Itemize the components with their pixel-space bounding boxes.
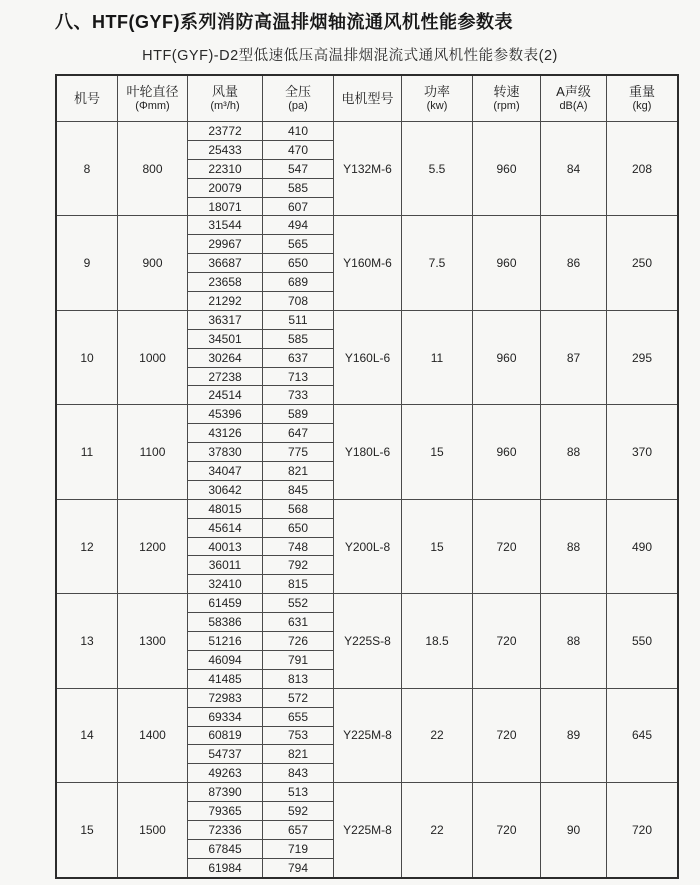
cell-total-pressure: 513 [263, 783, 334, 802]
cell-total-pressure: 494 [263, 216, 334, 235]
header-label: 功率 [423, 84, 450, 99]
cell-power: 18.5 [402, 594, 473, 688]
cell-machine-no: 14 [56, 688, 118, 782]
cell-total-pressure: 655 [263, 707, 334, 726]
header-unit: (kg) [632, 100, 652, 112]
cell-air-flow: 37830 [188, 443, 263, 462]
cell-air-flow: 58386 [188, 613, 263, 632]
cell-total-pressure: 585 [263, 329, 334, 348]
table-row [56, 216, 678, 235]
cell-impeller-diameter: 1200 [118, 499, 188, 593]
cell-motor-model: Y132M-6 [334, 122, 402, 216]
cell-speed: 720 [473, 594, 541, 688]
cell-total-pressure: 565 [263, 235, 334, 254]
cell-air-flow: 21292 [188, 292, 263, 311]
header-label: A声级 [556, 84, 591, 99]
cell-air-flow: 32410 [188, 575, 263, 594]
cell-total-pressure: 815 [263, 575, 334, 594]
cell-air-flow: 30264 [188, 348, 263, 367]
cell-power: 7.5 [402, 216, 473, 310]
cell-noise-level: 88 [541, 405, 607, 499]
cell-air-flow: 61984 [188, 858, 263, 877]
cell-noise-level: 88 [541, 594, 607, 688]
cell-motor-model: Y225S-8 [334, 594, 402, 688]
cell-total-pressure: 792 [263, 556, 334, 575]
cell-power: 11 [402, 310, 473, 404]
cell-impeller-diameter: 1400 [118, 688, 188, 782]
cell-total-pressure: 589 [263, 405, 334, 424]
cell-air-flow: 23772 [188, 122, 263, 141]
cell-air-flow: 34047 [188, 462, 263, 481]
header-label: 机号 [73, 91, 100, 106]
col-header-motor-model [334, 75, 402, 122]
header-label: 风量 [211, 84, 238, 99]
cell-machine-no: 12 [56, 499, 118, 593]
cell-air-flow: 72983 [188, 688, 263, 707]
header-label: 重量 [628, 84, 655, 99]
cell-impeller-diameter: 1300 [118, 594, 188, 688]
cell-air-flow: 48015 [188, 499, 263, 518]
cell-total-pressure: 719 [263, 839, 334, 858]
cell-noise-level: 84 [541, 122, 607, 216]
header-label: 电机型号 [341, 91, 394, 106]
cell-total-pressure: 657 [263, 820, 334, 839]
cell-total-pressure: 813 [263, 669, 334, 688]
cell-total-pressure: 470 [263, 140, 334, 159]
col-header-machine-no [56, 75, 118, 122]
table-row [56, 499, 678, 518]
page-title: 八、HTF(GYF)系列消防高温排烟轴流通风机性能参数表 [55, 12, 513, 32]
cell-total-pressure: 791 [263, 650, 334, 669]
cell-total-pressure: 592 [263, 802, 334, 821]
cell-air-flow: 27238 [188, 367, 263, 386]
cell-speed: 960 [473, 122, 541, 216]
cell-air-flow: 69334 [188, 707, 263, 726]
cell-air-flow: 36687 [188, 254, 263, 273]
cell-air-flow: 46094 [188, 650, 263, 669]
cell-air-flow: 36317 [188, 310, 263, 329]
cell-machine-no: 8 [56, 122, 118, 216]
cell-speed: 720 [473, 783, 541, 878]
cell-total-pressure: 845 [263, 480, 334, 499]
cell-air-flow: 30642 [188, 480, 263, 499]
cell-air-flow: 41485 [188, 669, 263, 688]
cell-air-flow: 61459 [188, 594, 263, 613]
cell-total-pressure: 572 [263, 688, 334, 707]
table-row [56, 594, 678, 613]
table-row [56, 310, 678, 329]
header-label: 全压 [284, 84, 311, 99]
cell-speed: 720 [473, 499, 541, 593]
cell-motor-model: Y180L-6 [334, 405, 402, 499]
cell-air-flow: 24514 [188, 386, 263, 405]
cell-speed: 960 [473, 216, 541, 310]
cell-air-flow: 43126 [188, 424, 263, 443]
table-header [56, 75, 678, 122]
cell-total-pressure: 689 [263, 273, 334, 292]
cell-motor-model: Y160M-6 [334, 216, 402, 310]
cell-weight: 250 [607, 216, 679, 310]
header-unit: dB(A) [559, 100, 588, 112]
header-label: 转速 [493, 84, 520, 99]
cell-machine-no: 10 [56, 310, 118, 404]
cell-air-flow: 29967 [188, 235, 263, 254]
cell-total-pressure: 821 [263, 745, 334, 764]
header-unit: (kw) [426, 100, 448, 112]
cell-impeller-diameter: 900 [118, 216, 188, 310]
cell-total-pressure: 753 [263, 726, 334, 745]
table-row [56, 688, 678, 707]
cell-air-flow: 54737 [188, 745, 263, 764]
col-header-impeller-diameter [118, 75, 188, 122]
cell-impeller-diameter: 1500 [118, 783, 188, 878]
cell-total-pressure: 552 [263, 594, 334, 613]
cell-machine-no: 9 [56, 216, 118, 310]
cell-air-flow: 23658 [188, 273, 263, 292]
cell-power: 5.5 [402, 122, 473, 216]
cell-weight: 295 [607, 310, 679, 404]
cell-noise-level: 88 [541, 499, 607, 593]
cell-total-pressure: 843 [263, 764, 334, 783]
cell-machine-no: 13 [56, 594, 118, 688]
cell-total-pressure: 631 [263, 613, 334, 632]
cell-total-pressure: 794 [263, 858, 334, 877]
cell-noise-level: 86 [541, 216, 607, 310]
cell-impeller-diameter: 1000 [118, 310, 188, 404]
cell-total-pressure: 708 [263, 292, 334, 311]
table-row [56, 122, 678, 141]
cell-weight: 550 [607, 594, 679, 688]
cell-motor-model: Y160L-6 [334, 310, 402, 404]
cell-total-pressure: 775 [263, 443, 334, 462]
cell-air-flow: 45396 [188, 405, 263, 424]
table-row [56, 783, 678, 802]
cell-power: 15 [402, 405, 473, 499]
cell-air-flow: 60819 [188, 726, 263, 745]
col-header-power [402, 75, 473, 122]
cell-air-flow: 79365 [188, 802, 263, 821]
cell-air-flow: 22310 [188, 159, 263, 178]
header-label: 叶轮直径 [126, 84, 179, 99]
cell-motor-model: Y225M-8 [334, 783, 402, 878]
cell-impeller-diameter: 1100 [118, 405, 188, 499]
header-unit: (m³/h) [210, 100, 240, 112]
cell-total-pressure: 650 [263, 254, 334, 273]
col-header-speed [473, 75, 541, 122]
header-unit: (Φmm) [135, 100, 170, 112]
cell-total-pressure: 410 [263, 122, 334, 141]
cell-total-pressure: 650 [263, 518, 334, 537]
cell-speed: 960 [473, 310, 541, 404]
document-page [0, 10, 700, 879]
cell-total-pressure: 748 [263, 537, 334, 556]
cell-air-flow: 36011 [188, 556, 263, 575]
cell-air-flow: 18071 [188, 197, 263, 216]
cell-total-pressure: 637 [263, 348, 334, 367]
cell-noise-level: 90 [541, 783, 607, 878]
cell-total-pressure: 511 [263, 310, 334, 329]
cell-weight: 645 [607, 688, 679, 782]
cell-air-flow: 34501 [188, 329, 263, 348]
cell-power: 15 [402, 499, 473, 593]
header-unit: (pa) [288, 100, 308, 112]
cell-noise-level: 89 [541, 688, 607, 782]
cell-motor-model: Y200L-8 [334, 499, 402, 593]
cell-speed: 720 [473, 688, 541, 782]
cell-air-flow: 87390 [188, 783, 263, 802]
cell-weight: 370 [607, 405, 679, 499]
cell-air-flow: 51216 [188, 632, 263, 651]
col-header-total-pressure [263, 75, 334, 122]
cell-total-pressure: 713 [263, 367, 334, 386]
cell-air-flow: 25433 [188, 140, 263, 159]
col-header-air-flow [188, 75, 263, 122]
cell-speed: 960 [473, 405, 541, 499]
cell-total-pressure: 733 [263, 386, 334, 405]
cell-total-pressure: 821 [263, 462, 334, 481]
cell-total-pressure: 607 [263, 197, 334, 216]
cell-motor-model: Y225M-8 [334, 688, 402, 782]
cell-noise-level: 87 [541, 310, 607, 404]
cell-total-pressure: 647 [263, 424, 334, 443]
cell-impeller-diameter: 800 [118, 122, 188, 216]
cell-air-flow: 72336 [188, 820, 263, 839]
cell-total-pressure: 568 [263, 499, 334, 518]
cell-machine-no: 15 [56, 783, 118, 878]
col-header-weight [607, 75, 679, 122]
cell-weight: 720 [607, 783, 679, 878]
cell-total-pressure: 726 [263, 632, 334, 651]
cell-air-flow: 20079 [188, 178, 263, 197]
col-header-noise-level [541, 75, 607, 122]
cell-total-pressure: 547 [263, 159, 334, 178]
cell-machine-no: 11 [56, 405, 118, 499]
cell-total-pressure: 585 [263, 178, 334, 197]
table-body [56, 122, 678, 878]
cell-air-flow: 49263 [188, 764, 263, 783]
fan-performance-table [55, 74, 679, 879]
table-header-row [56, 75, 678, 122]
table-subtitle: HTF(GYF)-D2型低速低压高温排烟混流式通风机性能参数表(2) [142, 48, 558, 64]
cell-power: 22 [402, 688, 473, 782]
cell-air-flow: 45614 [188, 518, 263, 537]
cell-air-flow: 40013 [188, 537, 263, 556]
cell-power: 22 [402, 783, 473, 878]
cell-weight: 490 [607, 499, 679, 593]
cell-air-flow: 31544 [188, 216, 263, 235]
header-unit: (rpm) [493, 100, 520, 112]
cell-weight: 208 [607, 122, 679, 216]
cell-air-flow: 67845 [188, 839, 263, 858]
table-row [56, 405, 678, 424]
